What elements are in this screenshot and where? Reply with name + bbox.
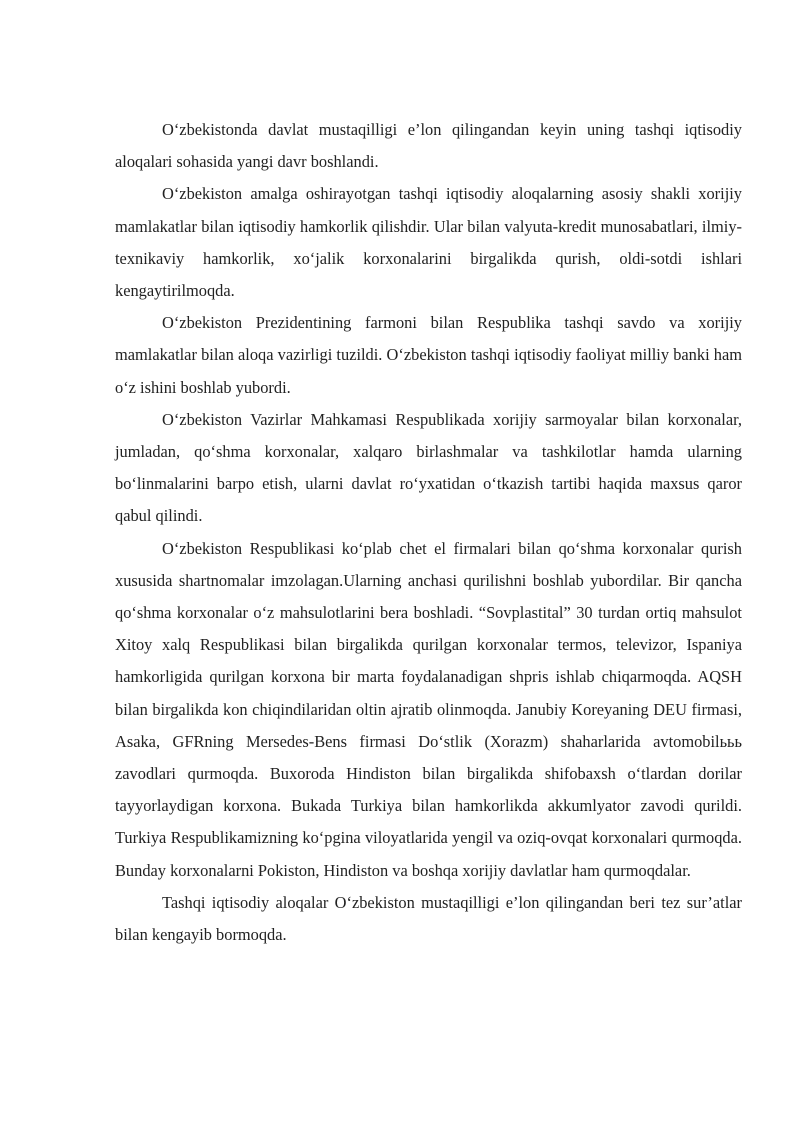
paragraph: O‘zbekiston Vazirlar Mahkamasi Respublikada xorijiy sarmoyalar bilan korxonalar, jumladan, qo‘shma korxonalar, xalqaro birlashmalar va tashkilotlar hamda ularning bo‘linmalarini barpo etish, ularni davlat ro‘yxatidan o‘tkazish tartibi haqida maxsus qaror qabul qilindi. bbox=[115, 409, 742, 526]
paragraph: O‘zbekistonda davlat mustaqilligi e’lon qilingandan keyin uning tashqi iqtisodiy aloqalari sohasida yangi davr boshlandi. bbox=[115, 120, 742, 172]
paragraph: O‘zbekiston amalga oshirayotgan tashqi iqtisodiy aloqalarning asosiy shakli xorijiy mamlakatlar bilan iqtisodiy hamkorlik qilishdir. Ular bilan valyuta-kredit munosabatlari, ilmiy-texnikaviy hamkorlik, xo‘jalik korxonalarini birgalikda qurish, oldi-sotdi ishlari kengaytirilmoqda. bbox=[115, 184, 742, 301]
paragraph: Tashqi iqtisodiy aloqalar O‘zbekiston mustaqilligi e’lon qilingandan beri tez sur’atlar bilan kengayib bormoqda. bbox=[115, 892, 742, 945]
document-body bbox=[115, 114, 742, 951]
paragraph: O‘zbekiston Respublikasi ko‘plab chet el firmalari bilan qo‘shma korxonalar qurish xususida shartnomalar imzolagan.Ularning anchasi qurilishni boshlab yubordilar. Bir qancha qo‘shma korxonalar o‘z mahsulotlarini bera boshladi. “Sovplastital” 30 turdan ortiq mahsulot Xitoy xalq Respublikasi bilan birgalikda qurilgan korxonalar termos, televizor, Ispaniya hamkorligida qurilgan korxona bir marta foydalanadigan shpris ishlab chiqarmoqda. AQSH bilan birgalikda kon chiqindilaridan oltin ajratib olinmoqda. Janubiy Koreyaning DEU firmasi, Asaka, GFRning Mersedes-Bens firmasi Do‘stlik (Xorazm) shaharlarida avtomobilььь zavodlari qurmoqda. Buxoroda Hindiston bilan birgalikda shifobaxsh o‘tlardan dorilar tayyorlaydigan korxona. Bukada Turkiya bilan hamkorlikda akkumlyator zavodi qurildi. Turkiya Respublikamizning ko‘pgina viloyatlarida yengil va oziq-ovqat korxonalari qurmoqda. Bunday korxonalarni Pokiston, Hindiston va boshqa xorijiy davlatlar ham qurmoqdalar. bbox=[115, 538, 742, 880]
paragraph: O‘zbekiston Prezidentining farmoni bilan Respublika tashqi savdo va xorijiy mamlakatlar bilan aloqa vazirligi tuzildi. O‘zbekiston tashqi iqtisodiy faoliyat milliy banki ham o‘z ishini boshlab yubordi. bbox=[115, 313, 742, 397]
